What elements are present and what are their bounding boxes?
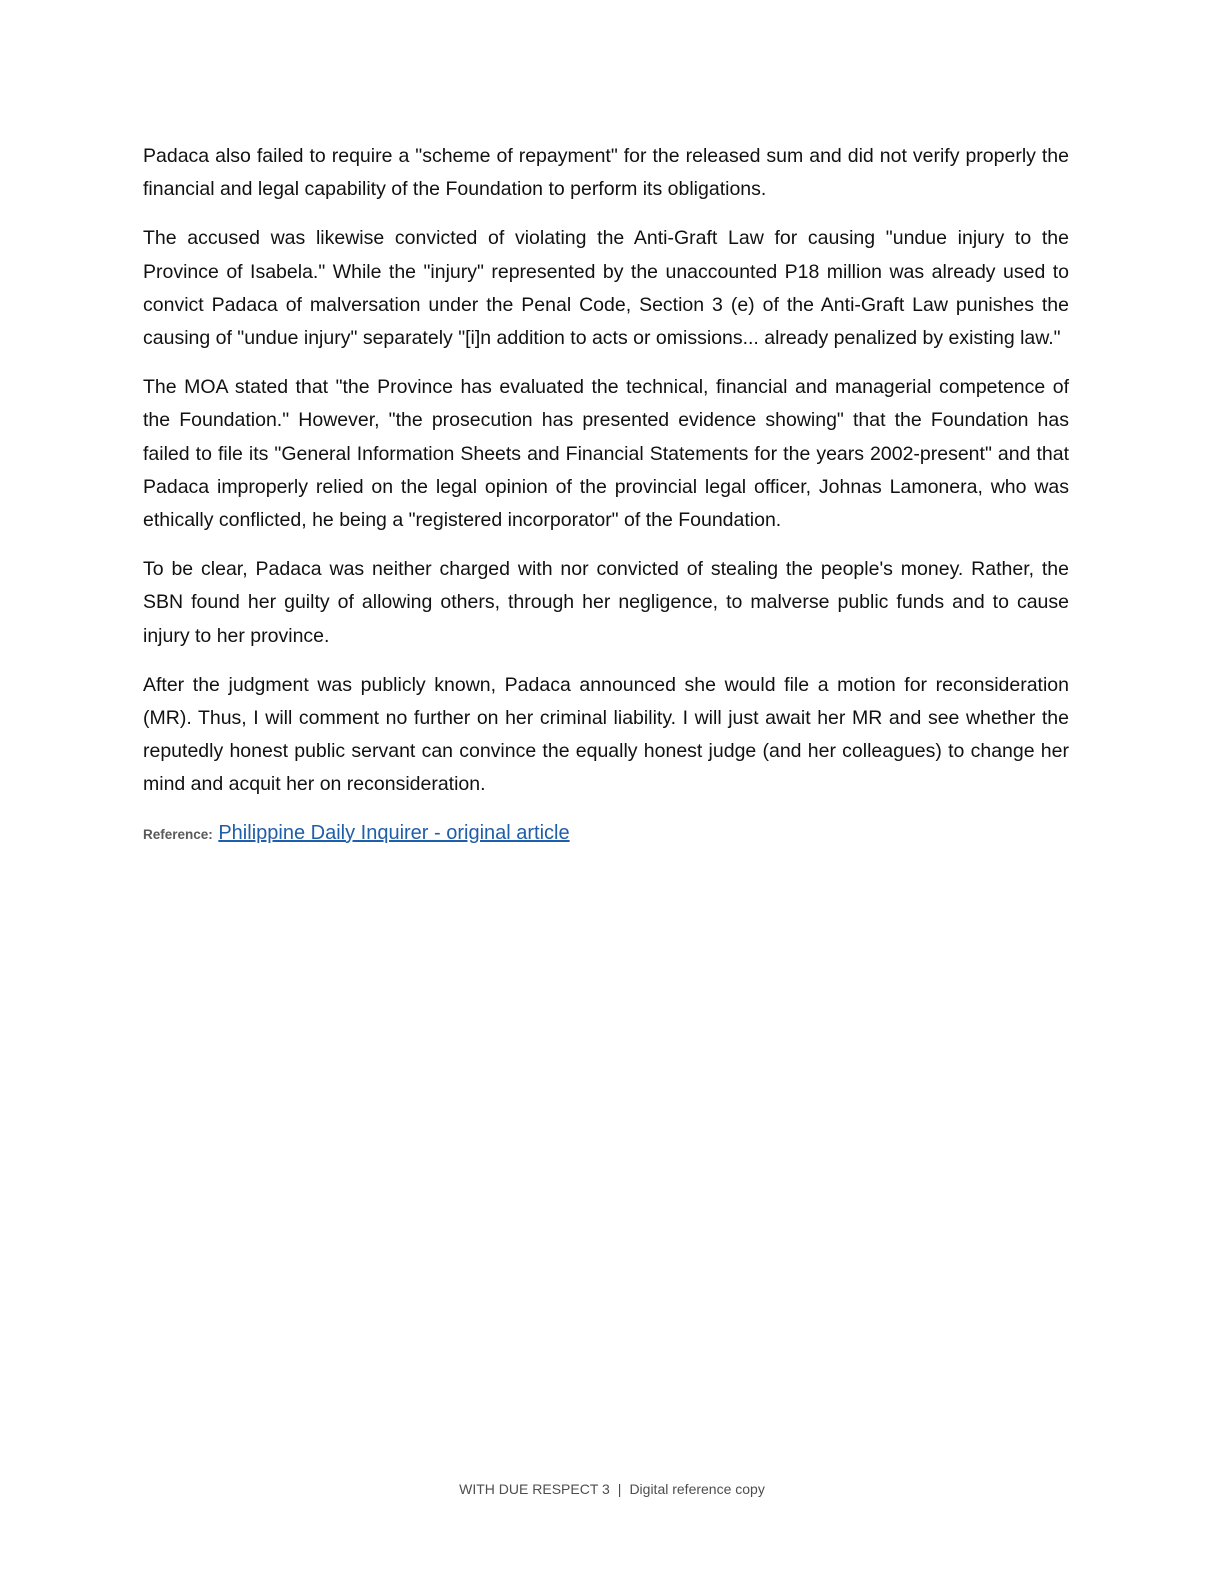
document-body (143, 140, 1069, 850)
body-paragraph-4: To be clear, Padaca was neither charged with nor convicted of stealing the people's money. Rather, the SBN found her guilty of allowing others, through her negligence, to malverse public funds and to cause injury to her province. (143, 558, 1069, 647)
page-footer (0, 1478, 1224, 1500)
body-paragraph-3: The MOA stated that "the Province has evaluated the technical, financial and managerial competence of the Foundation." However, "the prosecution has presented evidence showing" that the Foundation has failed to file its "General Information Sheets and Financial Statements for the years 2002-present" and that Padaca improperly relied on the legal opinion of the provincial legal officer, Johnas Lamonera, who was ethically conflicted, he being a "registered incorporator" of the Foundation. (143, 376, 1069, 532)
reference-label: Reference: (143, 826, 213, 842)
body-paragraph-5: After the judgment was publicly known, Padaca announced she would file a motion for reconsideration (MR). Thus, I will comment no further on her criminal liability. I will just await her MR and see whether the reputedly honest public servant can convince the equally honest judge (and her colleagues) to change her mind and acquit her on reconsideration. (143, 673, 1069, 796)
footer-copy-note: Digital reference copy (629, 1481, 765, 1497)
footer-title: WITH DUE RESPECT 3 (459, 1481, 610, 1497)
body-paragraph-1: Padaca also failed to require a "scheme of repayment" for the released sum and did not verify properly the financial and legal capability of the Foundation to perform its obligations. (143, 145, 1069, 201)
body-paragraph-2: The accused was likewise convicted of violating the Anti-Graft Law for causing "undue injury to the Province of Isabela." While the "injury" represented by the unaccounted P18 million was already used to convict Padaca of malversation under the Penal Code, Section 3 (e) of the Anti-Graft Law punishes the causing of "undue injury" separately "[i]n addition to acts or omissions... already penalized by existing law." (143, 227, 1069, 350)
reference-line (143, 818, 1069, 850)
reference-link[interactable]: Philippine Daily Inquirer - original article (218, 821, 570, 844)
footer-separator: | (617, 1481, 622, 1497)
